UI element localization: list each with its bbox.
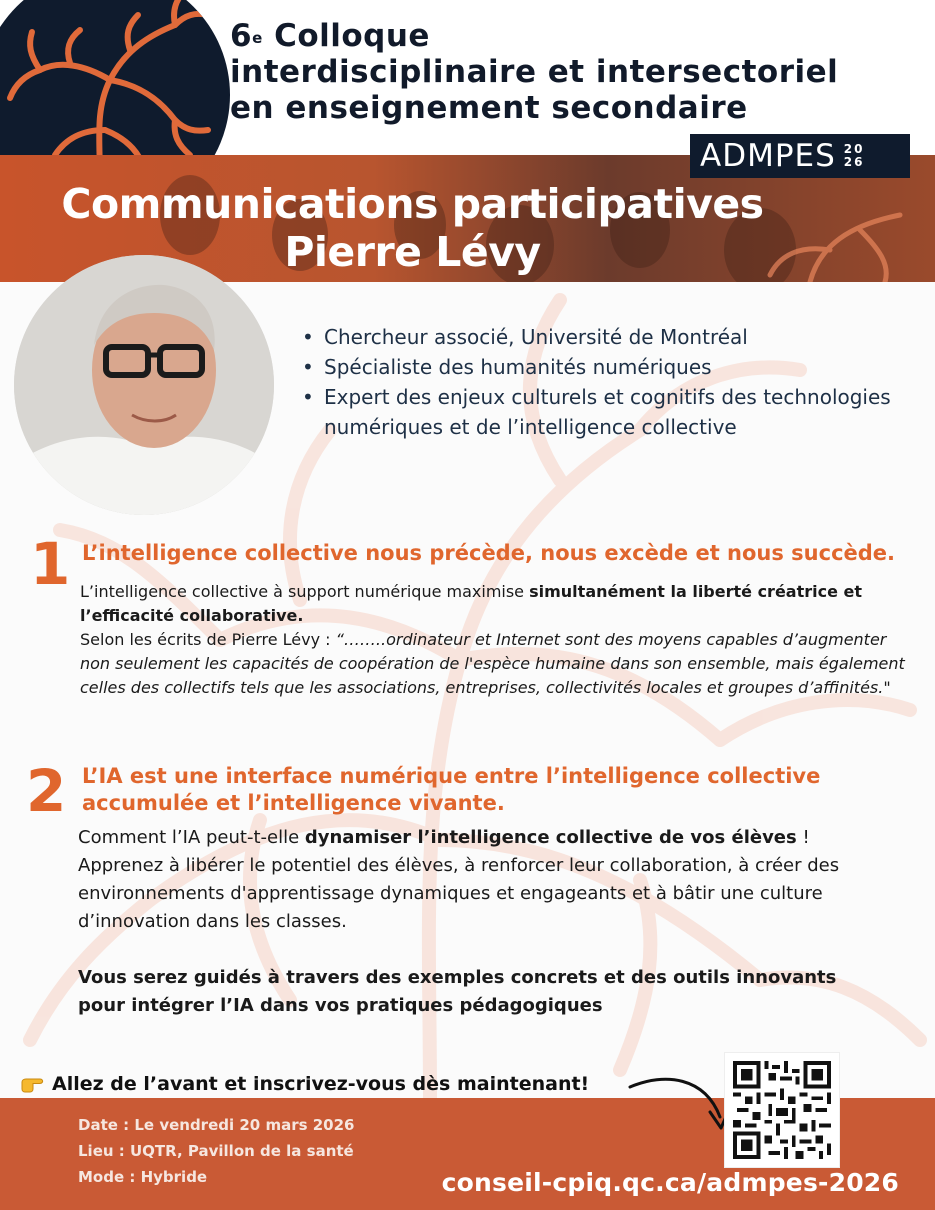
section1-paragraph2 [80,628,905,700]
section1-title: L’intelligence collective nous précède, nous excède et nous succède. [82,541,896,565]
section2-title-line2: accumulée et l’intelligence vivante. [82,791,505,815]
admpes-badge [690,134,910,178]
section2-p1-end: ! [796,827,810,848]
admpes-year-top: 20 [843,142,865,156]
event-title-line3: en enseignement secondaire [230,90,748,126]
event-mode: Mode : Hybride [78,1168,208,1186]
curved-arrow-icon [625,1072,735,1142]
event-title-line2: interdisciplinaire et intersectoriel [230,54,839,90]
section2-paragraph2: Apprenez à libérer le potentiel des élèves, à renforcer leur collaboration, à créer des environnements d'apprentissage dynamiques et engageants et à bâtir une culture d’innovation dans les classes. [78,855,840,932]
section1-p1-text: L’intelligence collective à support numérique maximise [80,582,530,601]
admpes-year [844,143,865,169]
section1-body [80,580,905,700]
event-details [78,1112,355,1190]
section1-p2-text: Selon les écrits de Pierre Lévy : [80,630,336,649]
section2-body [78,824,878,1020]
bio-item: • Chercheur associé, Université de Montréal [300,322,920,352]
qr-code-icon [733,1061,831,1159]
event-title-colloque: Colloque [274,18,430,54]
section2-p1-bold: dynamiser l’intelligence collective de vos élèves [304,827,797,848]
section2-title-line1: L’IA est une interface numérique entre l’intelligence collective [82,764,821,788]
section2-title [82,763,922,817]
section2-p1-text: Comment l’IA peut-t-elle [78,827,305,848]
speaker-portrait [14,255,274,515]
speaker-name: Pierre Lévy [284,228,541,276]
section2-number: 2 [26,757,67,825]
registration-qr-code[interactable] [724,1052,840,1168]
cta-text: Allez de l’avant et inscrivez-vous dès maintenant! [52,1073,590,1095]
section1-quote: “……..ordinateur et Internet sont des moyens capables d’augmenter non seulement les capacités de coopération de l'espèce humaine dans son ensemble, mais également celles des collectifs tels que les associations, entreprises, collectivités locales et groupes d’affinités." [80,630,905,697]
edition-superscript: e [252,29,263,47]
section1-paragraph1 [80,580,905,628]
admpes-label: ADMPES [700,138,836,174]
bio-item: • Spécialiste des humanités numériques [300,352,920,382]
event-title [230,18,838,126]
speaker-photo [14,255,274,515]
event-location: Lieu : UQTR, Pavillon de la santé [78,1142,354,1160]
speaker-bio-list [300,322,920,442]
section1-p1-bold: simultanément la liberté créatrice et l’efficacité collaborative. [80,582,863,625]
section2-paragraph1 [78,824,878,852]
section2-spacer [78,936,878,964]
banner-title-line1: Communications participatives [61,180,764,228]
event-date: Date : Le vendredi 20 mars 2026 [78,1116,355,1134]
pointing-hand-icon [20,1075,46,1093]
call-to-action [20,1073,589,1095]
edition-number: 6 [230,18,253,54]
admpes-year-bottom: 26 [843,155,865,169]
section2-paragraph3: Vous serez guidés à travers des exemples concrets et des outils innovants pour intégrer l’IA dans vos pratiques pédagogiques [78,967,837,1016]
event-title-line1 [230,18,838,54]
bio-item: • Expert des enjeux culturels et cognitifs des technologies numériques et de l’intelligence collective [300,382,920,442]
registration-url-link[interactable]: conseil-cpiq.qc.ca/admpes-2026 [441,1168,899,1197]
section1-number: 1 [30,530,71,598]
